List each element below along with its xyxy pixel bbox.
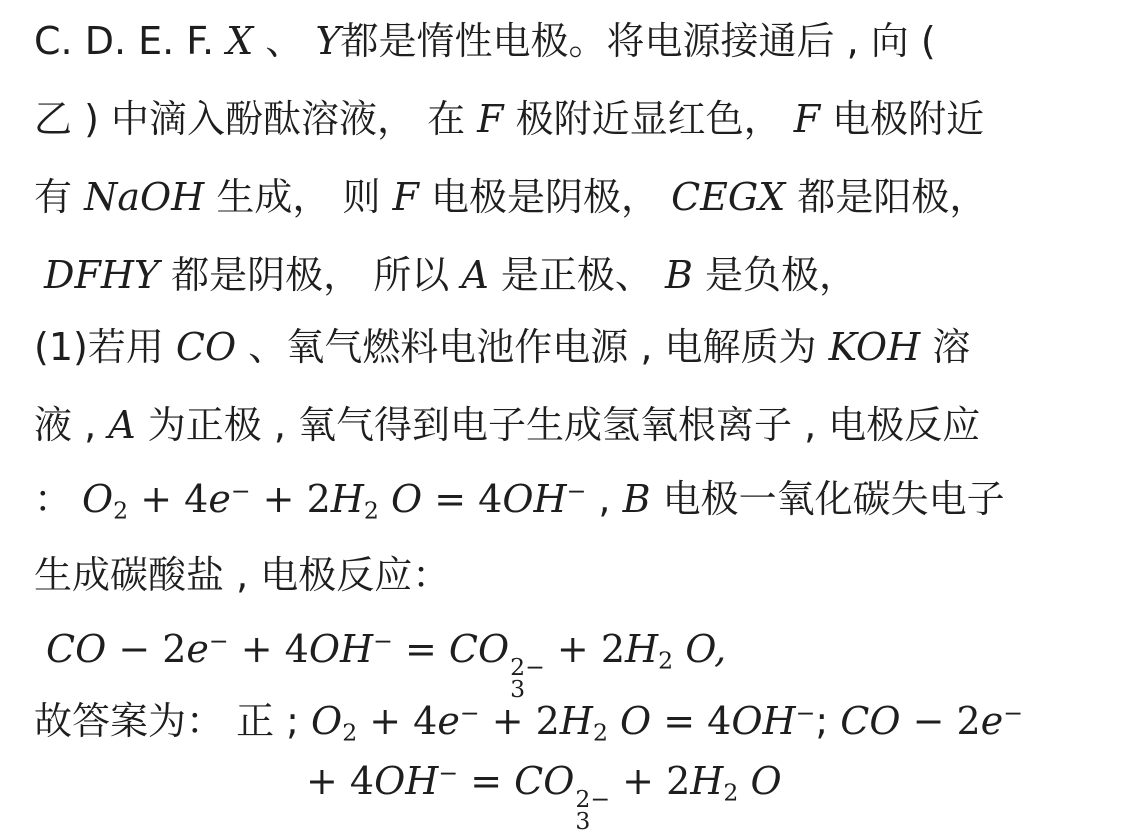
math-op: + 4 (306, 759, 375, 803)
subscript: 2 (592, 718, 608, 747)
superscript: − (795, 699, 816, 728)
text: 、 (253, 19, 316, 63)
math-formula: NaOH (84, 175, 205, 219)
subscript: 2 (658, 646, 674, 675)
math-formula: CO (448, 627, 510, 671)
math-op: − 2 (106, 627, 187, 671)
equation-line-10 (34, 699, 1023, 747)
text-line-1 (34, 19, 936, 63)
text: 电极附近 (820, 97, 985, 141)
text: 乙 ) 中滴入酚酞溶液， 在 (34, 97, 478, 141)
math-formula: CO (840, 699, 901, 743)
superscript: 2− (510, 653, 545, 682)
math-op: − 2 (900, 699, 981, 743)
math-var: X (226, 19, 254, 63)
text: ; (815, 699, 841, 743)
superscript: − (230, 477, 251, 506)
math-op: + 4 (128, 477, 209, 521)
math-var: F (477, 97, 504, 141)
math-var: OH (374, 759, 439, 803)
math-op: = 4 (422, 477, 503, 521)
math-var: A (108, 403, 136, 447)
math-var: e (437, 699, 460, 743)
math-var: O (738, 759, 782, 803)
math-op: = 4 (651, 699, 732, 743)
superscript: − (208, 627, 229, 656)
math-var: O (82, 477, 114, 521)
text: 液 , (34, 403, 109, 447)
subscript: 3 (575, 806, 591, 835)
superscript: − (438, 759, 459, 788)
text: , (586, 477, 623, 521)
text: 是负极， (692, 253, 857, 297)
math-var: B (664, 253, 693, 297)
math-op: + 4 (228, 627, 309, 671)
superscript: − (459, 699, 480, 728)
math-op: + 2 (479, 699, 560, 743)
math-var: O (607, 699, 652, 743)
math-var: CEGX (671, 175, 786, 219)
equation-line-9 (46, 627, 727, 703)
text: 溶 (920, 325, 971, 369)
text: 电极是阴极， (418, 175, 672, 219)
text: 为正极 , 氧气得到电子生成氢氧根离子 , 电极反应 (135, 403, 981, 447)
text-line-6 (34, 403, 981, 447)
text: 都是阴极， 所以 (159, 253, 462, 297)
text: 有 (34, 175, 85, 219)
text-line-3 (34, 175, 988, 219)
text: 生成碳酸盐 , 电极反应： (34, 553, 451, 597)
math-var: e (186, 627, 209, 671)
text: 故答案为： 正 ; (34, 699, 312, 743)
text: C. D. E. F. (34, 19, 227, 63)
math-var: F (793, 97, 821, 141)
text: 都是惰性电极。将电源接通后 , 向 ( (340, 19, 936, 63)
subscript: 2 (342, 718, 358, 747)
text: ： (34, 477, 73, 521)
math-var: O, (673, 627, 727, 671)
text-line-5 (34, 325, 971, 369)
math-var: A (461, 253, 489, 297)
math-formula: KOH (828, 325, 921, 369)
superscript: − (1003, 699, 1023, 728)
sup-sub (510, 653, 545, 703)
math-var: e (980, 699, 1004, 743)
math-var: Y (315, 19, 341, 63)
math-formula: CO (46, 627, 107, 671)
subscript: 3 (510, 674, 526, 703)
math-op: = (458, 759, 515, 803)
sup-sub (575, 785, 611, 835)
math-var: O (378, 477, 423, 521)
text-line-8 (34, 553, 451, 597)
math-op: + 2 (544, 627, 626, 671)
text-line-2 (34, 97, 985, 141)
text: 都是阳极， (785, 175, 988, 219)
subscript: 2 (113, 496, 129, 525)
text: 电极一氧化碳失电子 (650, 477, 1005, 521)
equation-line-11 (306, 759, 782, 835)
math-op: = (392, 627, 449, 671)
text: 生成， 则 (204, 175, 393, 219)
math-var: H (625, 627, 659, 671)
math-var: OH (731, 699, 796, 743)
math-var: O (311, 699, 343, 743)
math-var: H (559, 699, 593, 743)
text: 是正极、 (488, 253, 665, 297)
math-var: H (330, 477, 364, 521)
math-formula: CO (175, 325, 237, 369)
text-line-4 (44, 253, 857, 297)
math-op: + 2 (610, 759, 691, 803)
math-var: B (622, 477, 651, 521)
math-var: F (392, 175, 419, 219)
superscript: − (373, 627, 393, 656)
math-formula: CO (514, 759, 575, 803)
math-var: DFHY (44, 253, 160, 297)
math-op: + 2 (250, 477, 331, 521)
equation-line-7 (34, 477, 1005, 525)
superscript: − (566, 477, 587, 506)
text: 极附近显红色， (503, 97, 794, 141)
text: (1)若用 (34, 325, 176, 369)
subscript: 2 (363, 496, 379, 525)
math-op: + 4 (357, 699, 438, 743)
math-var: OH (502, 477, 567, 521)
subscript: 2 (723, 778, 739, 807)
superscript: 2− (575, 785, 611, 814)
math-var: e (208, 477, 231, 521)
text: 、氧气燃料电池作电源 , 电解质为 (236, 325, 829, 369)
math-var: H (690, 759, 724, 803)
math-var: OH (308, 627, 374, 671)
